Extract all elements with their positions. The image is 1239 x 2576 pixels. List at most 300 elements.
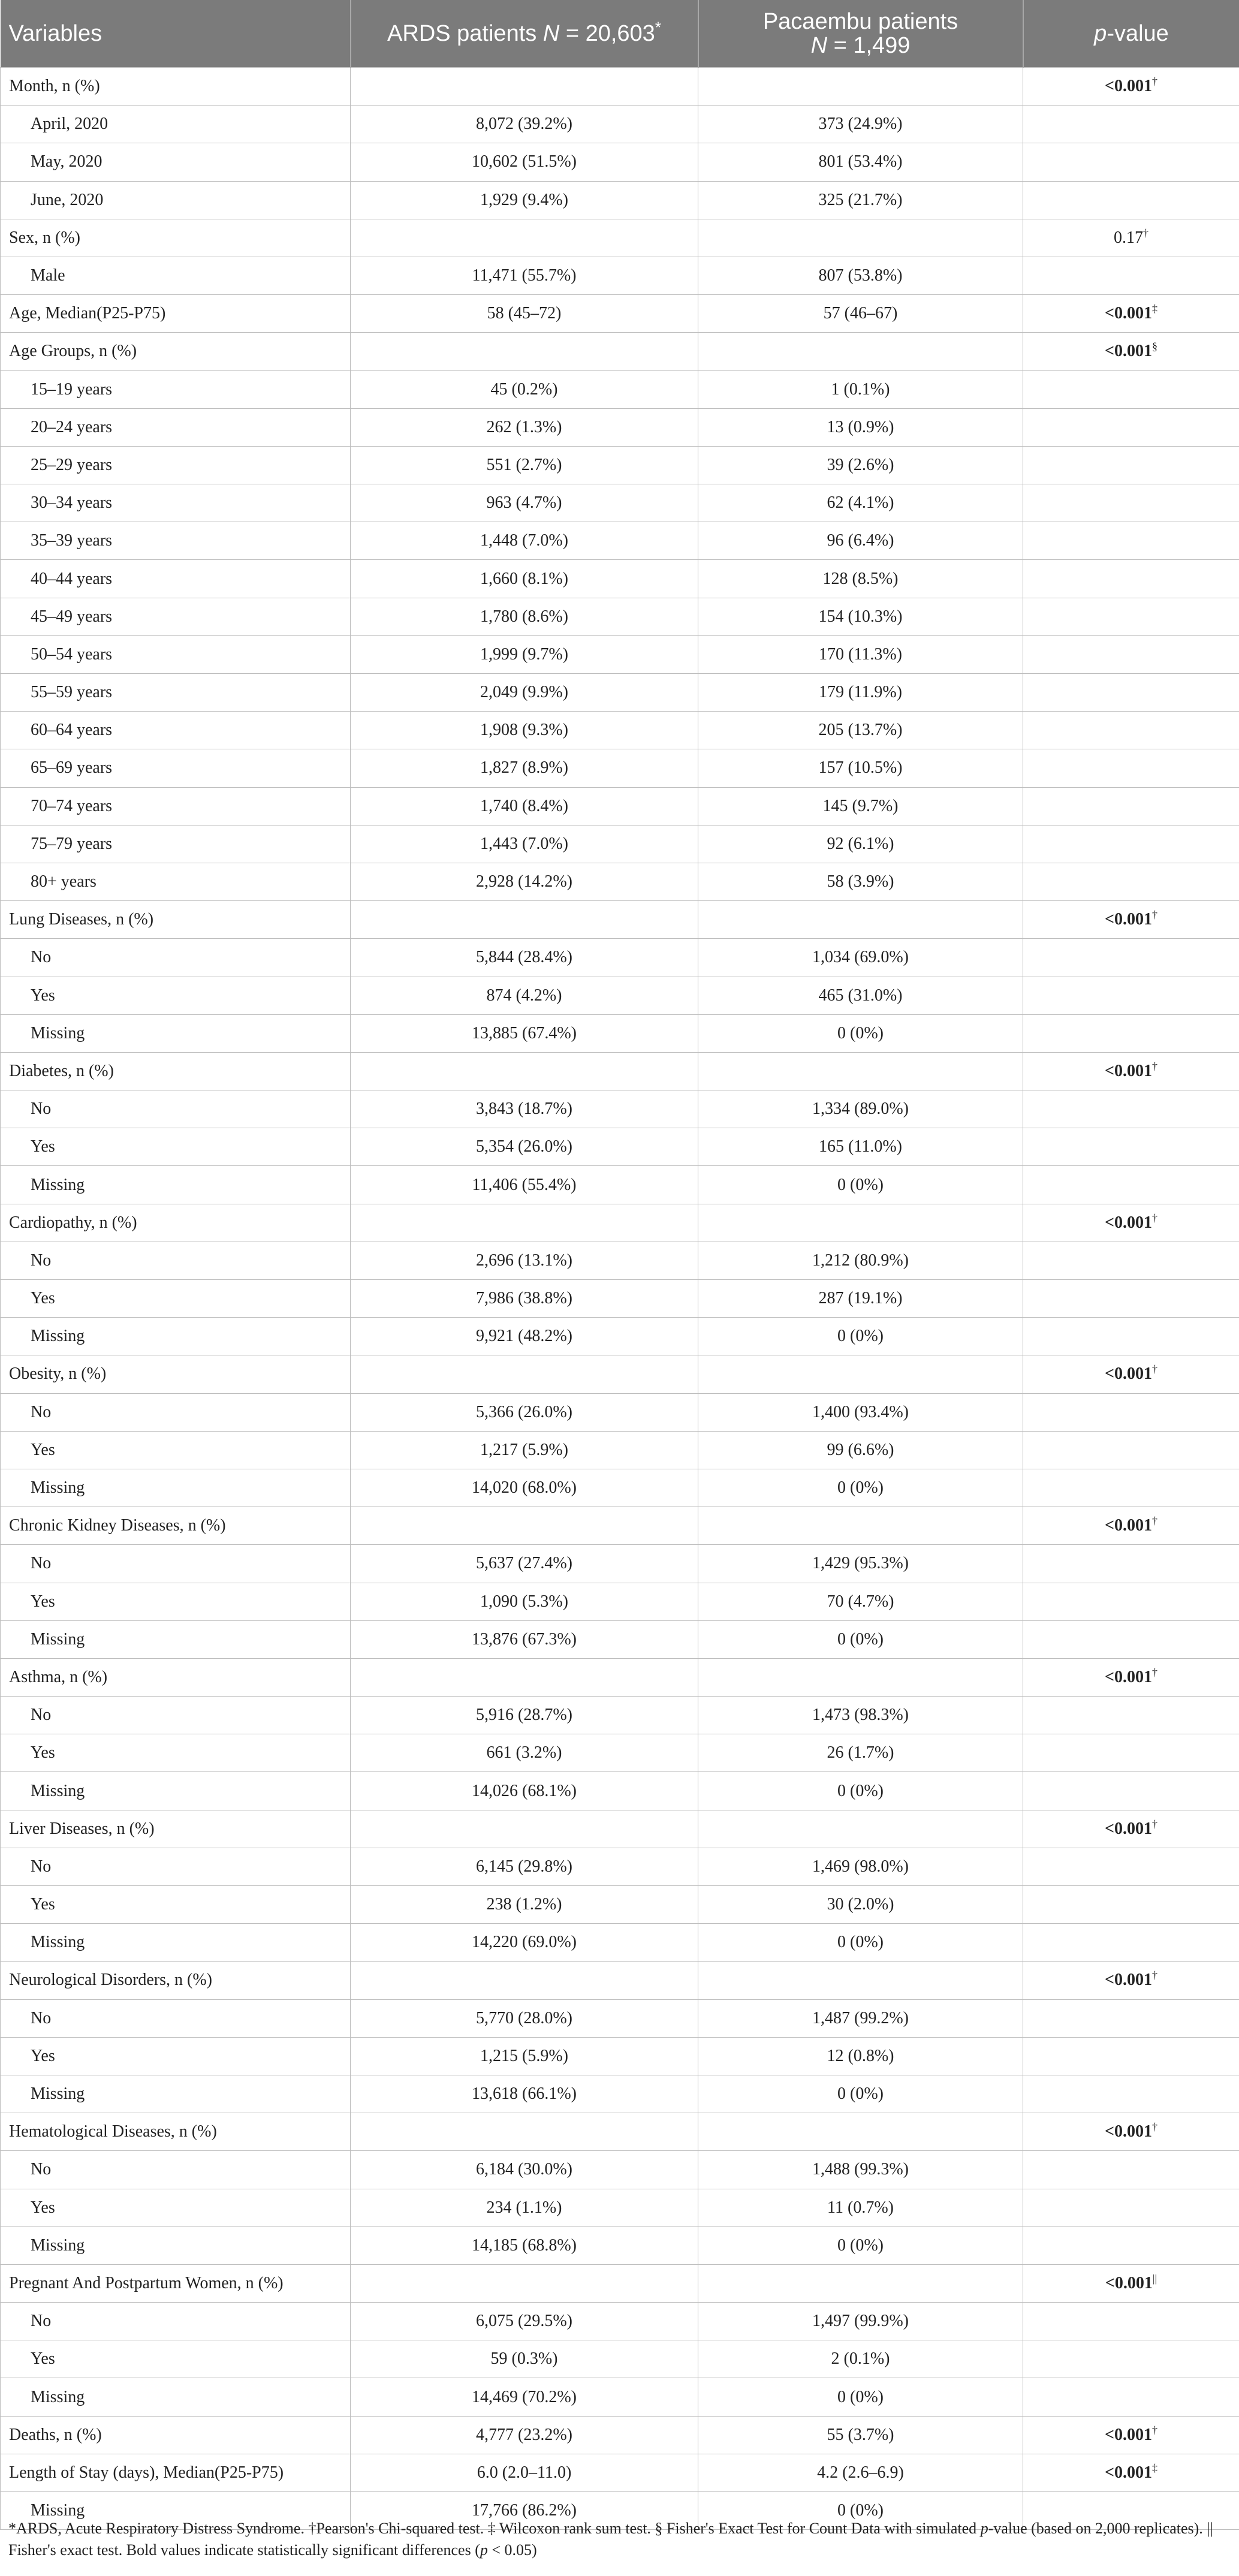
pacaembu-value-cell: 1,334 (89.0%) bbox=[698, 1090, 1023, 1128]
variable-cell: 65–69 years bbox=[1, 749, 351, 787]
pvalue-cell bbox=[1023, 2416, 1239, 2454]
pvalue-cell bbox=[1023, 333, 1239, 370]
ards-value-cell: 2,696 (13.1%) bbox=[351, 1242, 698, 1279]
ards-value-cell: 45 (0.2%) bbox=[351, 370, 698, 408]
ards-value-cell: 6,075 (29.5%) bbox=[351, 2303, 698, 2340]
ards-value-cell bbox=[351, 2113, 698, 2151]
pvalue-cell bbox=[1023, 522, 1239, 560]
table-row bbox=[1, 522, 1239, 560]
pvalue-cell bbox=[1023, 1697, 1239, 1734]
variable-cell: Missing bbox=[1, 1166, 351, 1204]
ards-value-cell: 5,366 (26.0%) bbox=[351, 1393, 698, 1431]
pacaembu-value-cell: 807 (53.8%) bbox=[698, 257, 1023, 294]
variable-cell: Lung Diseases, n (%) bbox=[1, 901, 351, 939]
table-row bbox=[1, 1583, 1239, 1620]
ards-value-cell: 1,999 (9.7%) bbox=[351, 635, 698, 673]
pacaembu-value-cell: 0 (0%) bbox=[698, 2075, 1023, 2113]
table-row bbox=[1, 674, 1239, 712]
header-variables-label: Variables bbox=[8, 21, 103, 46]
pvalue-cell bbox=[1023, 1052, 1239, 1090]
pacaembu-value-cell: 1,400 (93.4%) bbox=[698, 1393, 1023, 1431]
footnote-part2: -value (based on 2,000 replicates). || Fisher's exact test. Bold values indicate statistically significant differences ( bbox=[8, 2520, 1213, 2559]
pacaembu-value-cell: 2 (0.1%) bbox=[698, 2340, 1023, 2378]
ards-value-cell: 874 (4.2%) bbox=[351, 977, 698, 1014]
ards-value-cell bbox=[351, 1204, 698, 1242]
pacaembu-value-cell: 62 (4.1%) bbox=[698, 484, 1023, 522]
pacaembu-value-cell: 0 (0%) bbox=[698, 1318, 1023, 1355]
table-row bbox=[1, 1242, 1239, 1279]
variable-cell: Liver Diseases, n (%) bbox=[1, 1810, 351, 1848]
variable-cell: No bbox=[1, 2303, 351, 2340]
pacaembu-value-cell: 157 (10.5%) bbox=[698, 749, 1023, 787]
ards-value-cell: 1,740 (8.4%) bbox=[351, 787, 698, 825]
pvalue-test-marker: † bbox=[1151, 1060, 1157, 1072]
table-row bbox=[1, 295, 1239, 333]
pacaembu-value-cell: 165 (11.0%) bbox=[698, 1128, 1023, 1166]
pvalue-text: <0.001 bbox=[1105, 1971, 1152, 1990]
pvalue-cell bbox=[1023, 901, 1239, 939]
pvalue-text: 0.17 bbox=[1114, 228, 1143, 247]
pacaembu-value-cell: 1,487 (99.2%) bbox=[698, 1999, 1023, 2037]
ards-value-cell: 1,090 (5.3%) bbox=[351, 1583, 698, 1620]
ards-value-cell: 2,049 (9.9%) bbox=[351, 674, 698, 712]
pvalue-cell bbox=[1023, 2189, 1239, 2226]
table-header bbox=[1, 0, 1239, 68]
pacaembu-value-cell bbox=[698, 901, 1023, 939]
variable-cell: No bbox=[1, 1393, 351, 1431]
table-row bbox=[1, 939, 1239, 977]
table-row bbox=[1, 143, 1239, 181]
variable-cell: 75–79 years bbox=[1, 825, 351, 863]
pvalue-cell bbox=[1023, 1014, 1239, 1052]
table-row bbox=[1, 1658, 1239, 1696]
ards-value-cell: 7,986 (38.8%) bbox=[351, 1280, 698, 1318]
ards-value-cell: 4,777 (23.2%) bbox=[351, 2416, 698, 2454]
variable-cell: Yes bbox=[1, 2340, 351, 2378]
pacaembu-value-cell: 0 (0%) bbox=[698, 1924, 1023, 1962]
ards-value-cell bbox=[351, 2264, 698, 2302]
pacaembu-value-cell bbox=[698, 1052, 1023, 1090]
variable-cell: Yes bbox=[1, 2037, 351, 2075]
header-ards-sup: * bbox=[655, 18, 661, 37]
pvalue-cell bbox=[1023, 1658, 1239, 1696]
ards-value-cell: 17,766 (86.2%) bbox=[351, 2492, 698, 2530]
ards-value-cell: 5,354 (26.0%) bbox=[351, 1128, 698, 1166]
pacaembu-value-cell: 1 (0.1%) bbox=[698, 370, 1023, 408]
ards-value-cell: 14,026 (68.1%) bbox=[351, 1772, 698, 1810]
pacaembu-value-cell: 55 (3.7%) bbox=[698, 2416, 1023, 2454]
pacaembu-value-cell: 154 (10.3%) bbox=[698, 598, 1023, 635]
ards-value-cell: 238 (1.2%) bbox=[351, 1886, 698, 1924]
pvalue-cell bbox=[1023, 2303, 1239, 2340]
pacaembu-value-cell: 96 (6.4%) bbox=[698, 522, 1023, 560]
pvalue-cell bbox=[1023, 1128, 1239, 1166]
variable-cell: June, 2020 bbox=[1, 181, 351, 219]
pvalue-cell bbox=[1023, 2151, 1239, 2189]
pvalue-test-marker: † bbox=[1151, 908, 1157, 921]
ards-value-cell bbox=[351, 1507, 698, 1545]
pvalue-text: <0.001 bbox=[1105, 1667, 1152, 1686]
ards-value-cell: 14,185 (68.8%) bbox=[351, 2226, 698, 2264]
pacaembu-value-cell: 128 (8.5%) bbox=[698, 560, 1023, 598]
variable-cell: Missing bbox=[1, 1772, 351, 1810]
pacaembu-value-cell: 0 (0%) bbox=[698, 2378, 1023, 2416]
variable-cell: Missing bbox=[1, 1318, 351, 1355]
pacaembu-value-cell: 325 (21.7%) bbox=[698, 181, 1023, 219]
pacaembu-value-cell bbox=[698, 68, 1023, 106]
pvalue-cell bbox=[1023, 143, 1239, 181]
table-row bbox=[1, 1507, 1239, 1545]
ards-value-cell bbox=[351, 1962, 698, 1999]
table-row bbox=[1, 1090, 1239, 1128]
ards-value-cell: 1,780 (8.6%) bbox=[351, 598, 698, 635]
pvalue-cell bbox=[1023, 1469, 1239, 1507]
pvalue-text: <0.001 bbox=[1105, 1364, 1152, 1384]
pvalue-test-marker: ‡ bbox=[1151, 2461, 1157, 2474]
pvalue-cell bbox=[1023, 560, 1239, 598]
table-row bbox=[1, 2037, 1239, 2075]
pvalue-cell bbox=[1023, 939, 1239, 977]
ards-value-cell: 9,921 (48.2%) bbox=[351, 1318, 698, 1355]
table-row bbox=[1, 1393, 1239, 1431]
table-row bbox=[1, 863, 1239, 900]
pvalue-test-marker: † bbox=[1151, 2120, 1157, 2133]
ards-value-cell: 5,844 (28.4%) bbox=[351, 939, 698, 977]
variable-cell: 25–29 years bbox=[1, 446, 351, 484]
pacaembu-value-cell: 92 (6.1%) bbox=[698, 825, 1023, 863]
variable-cell: 15–19 years bbox=[1, 370, 351, 408]
table-row bbox=[1, 1924, 1239, 1962]
ards-value-cell: 11,406 (55.4%) bbox=[351, 1166, 698, 1204]
table-row bbox=[1, 1052, 1239, 1090]
pacaembu-value-cell: 145 (9.7%) bbox=[698, 787, 1023, 825]
pacaembu-value-cell: 179 (11.9%) bbox=[698, 674, 1023, 712]
variable-cell: Obesity, n (%) bbox=[1, 1355, 351, 1393]
pacaembu-value-cell: 801 (53.4%) bbox=[698, 143, 1023, 181]
variable-cell: No bbox=[1, 1090, 351, 1128]
pvalue-cell bbox=[1023, 408, 1239, 446]
table-row bbox=[1, 257, 1239, 294]
pvalue-text: <0.001 bbox=[1105, 1819, 1152, 1838]
table-row bbox=[1, 1697, 1239, 1734]
table-row bbox=[1, 408, 1239, 446]
variable-cell: Yes bbox=[1, 1886, 351, 1924]
pvalue-cell bbox=[1023, 1848, 1239, 1885]
variable-cell: 35–39 years bbox=[1, 522, 351, 560]
pvalue-cell bbox=[1023, 977, 1239, 1014]
variable-cell: 60–64 years bbox=[1, 712, 351, 749]
table-row bbox=[1, 1999, 1239, 2037]
pvalue-cell bbox=[1023, 787, 1239, 825]
pvalue-cell bbox=[1023, 219, 1239, 257]
table-row bbox=[1, 1545, 1239, 1583]
table-row bbox=[1, 446, 1239, 484]
pacaembu-value-cell: 39 (2.6%) bbox=[698, 446, 1023, 484]
table-row bbox=[1, 106, 1239, 143]
pacaembu-value-cell: 11 (0.7%) bbox=[698, 2189, 1023, 2226]
variable-cell: Diabetes, n (%) bbox=[1, 1052, 351, 1090]
table-row bbox=[1, 1848, 1239, 1885]
pvalue-cell bbox=[1023, 1393, 1239, 1431]
pacaembu-value-cell bbox=[698, 1507, 1023, 1545]
ards-value-cell bbox=[351, 1355, 698, 1393]
pvalue-text: <0.001 bbox=[1105, 2463, 1152, 2482]
pvalue-cell bbox=[1023, 2454, 1239, 2491]
pvalue-test-marker: † bbox=[1151, 75, 1157, 88]
table-row bbox=[1, 2264, 1239, 2302]
ards-value-cell: 5,916 (28.7%) bbox=[351, 1697, 698, 1734]
pvalue-test-marker: † bbox=[1151, 1363, 1157, 1376]
pacaembu-value-cell: 0 (0%) bbox=[698, 1620, 1023, 1658]
ards-value-cell: 1,827 (8.9%) bbox=[351, 749, 698, 787]
pacaembu-value-cell: 373 (24.9%) bbox=[698, 106, 1023, 143]
header-pac-value: = 1,499 bbox=[827, 33, 911, 58]
table-body bbox=[1, 68, 1239, 2530]
ards-value-cell: 5,637 (27.4%) bbox=[351, 1545, 698, 1583]
pvalue-cell bbox=[1023, 825, 1239, 863]
variable-cell: Missing bbox=[1, 1014, 351, 1052]
footnote-part1: *ARDS, Acute Respiratory Distress Syndrome. †Pearson's Chi-squared test. ‡ Wilcoxon rank sum test. § Fisher's Exact Test for Count Data with simulated bbox=[8, 2520, 981, 2537]
pacaembu-value-cell: 287 (19.1%) bbox=[698, 1280, 1023, 1318]
pvalue-cell bbox=[1023, 2113, 1239, 2151]
pacaembu-value-cell: 99 (6.6%) bbox=[698, 1431, 1023, 1469]
table-row bbox=[1, 2075, 1239, 2113]
pvalue-cell bbox=[1023, 1355, 1239, 1393]
table-row bbox=[1, 370, 1239, 408]
table-row bbox=[1, 181, 1239, 219]
ards-value-cell: 551 (2.7%) bbox=[351, 446, 698, 484]
table-row bbox=[1, 1772, 1239, 1810]
ards-value-cell: 5,770 (28.0%) bbox=[351, 1999, 698, 2037]
pvalue-text: <0.001 bbox=[1105, 910, 1152, 929]
variable-cell: April, 2020 bbox=[1, 106, 351, 143]
pacaembu-value-cell: 0 (0%) bbox=[698, 2492, 1023, 2530]
pvalue-cell bbox=[1023, 484, 1239, 522]
pvalue-cell bbox=[1023, 1204, 1239, 1242]
pacaembu-value-cell: 1,473 (98.3%) bbox=[698, 1697, 1023, 1734]
variable-cell: Yes bbox=[1, 1431, 351, 1469]
pvalue-cell bbox=[1023, 2340, 1239, 2378]
header-ards-value: = 20,603 bbox=[559, 21, 655, 46]
variable-cell: 55–59 years bbox=[1, 674, 351, 712]
ards-value-cell: 13,885 (67.4%) bbox=[351, 1014, 698, 1052]
header-ards bbox=[351, 0, 698, 68]
variable-cell: Deaths, n (%) bbox=[1, 2416, 351, 2454]
table-row bbox=[1, 1166, 1239, 1204]
pvalue-test-marker: † bbox=[1143, 227, 1148, 239]
variable-cell: Neurological Disorders, n (%) bbox=[1, 1962, 351, 1999]
variable-cell: Age Groups, n (%) bbox=[1, 333, 351, 370]
pvalue-cell bbox=[1023, 1318, 1239, 1355]
pvalue-cell bbox=[1023, 1431, 1239, 1469]
table-row bbox=[1, 1886, 1239, 1924]
ards-value-cell: 14,220 (69.0%) bbox=[351, 1924, 698, 1962]
ards-value-cell: 6,145 (29.8%) bbox=[351, 1848, 698, 1885]
table-row bbox=[1, 1128, 1239, 1166]
pacaembu-value-cell: 1,469 (98.0%) bbox=[698, 1848, 1023, 1885]
ards-value-cell bbox=[351, 333, 698, 370]
ards-value-cell: 1,929 (9.4%) bbox=[351, 181, 698, 219]
pvalue-cell bbox=[1023, 370, 1239, 408]
table-row bbox=[1, 635, 1239, 673]
pvalue-cell bbox=[1023, 1166, 1239, 1204]
pvalue-cell bbox=[1023, 1810, 1239, 1848]
pacaembu-value-cell bbox=[698, 1810, 1023, 1848]
pvalue-cell bbox=[1023, 598, 1239, 635]
ards-value-cell: 262 (1.3%) bbox=[351, 408, 698, 446]
ards-value-cell bbox=[351, 901, 698, 939]
ards-value-cell: 13,618 (66.1%) bbox=[351, 2075, 698, 2113]
ards-value-cell: 3,843 (18.7%) bbox=[351, 1090, 698, 1128]
table-row bbox=[1, 2151, 1239, 2189]
pvalue-cell bbox=[1023, 635, 1239, 673]
table-row bbox=[1, 1469, 1239, 1507]
ards-value-cell: 6,184 (30.0%) bbox=[351, 2151, 698, 2189]
variable-cell: Pregnant And Postpartum Women, n (%) bbox=[1, 2264, 351, 2302]
pacaembu-value-cell: 0 (0%) bbox=[698, 1469, 1023, 1507]
pvalue-cell bbox=[1023, 1924, 1239, 1962]
ards-value-cell: 14,020 (68.0%) bbox=[351, 1469, 698, 1507]
table-row bbox=[1, 2189, 1239, 2226]
pvalue-cell bbox=[1023, 1583, 1239, 1620]
ards-value-cell: 2,928 (14.2%) bbox=[351, 863, 698, 900]
pvalue-text: <0.001 bbox=[1105, 77, 1152, 96]
ards-value-cell: 59 (0.3%) bbox=[351, 2340, 698, 2378]
table-row bbox=[1, 68, 1239, 106]
pacaembu-value-cell: 465 (31.0%) bbox=[698, 977, 1023, 1014]
table-row bbox=[1, 333, 1239, 370]
footnote-part3: < 0.05) bbox=[487, 2541, 537, 2559]
table-row bbox=[1, 2303, 1239, 2340]
variable-cell: No bbox=[1, 1242, 351, 1279]
pacaembu-value-cell: 57 (46–67) bbox=[698, 295, 1023, 333]
pacaembu-value-cell: 1,488 (99.3%) bbox=[698, 2151, 1023, 2189]
ards-value-cell: 1,217 (5.9%) bbox=[351, 1431, 698, 1469]
pvalue-test-marker: || bbox=[1152, 2272, 1157, 2285]
pvalue-cell bbox=[1023, 712, 1239, 749]
pacaembu-value-cell bbox=[698, 219, 1023, 257]
variable-cell: Sex, n (%) bbox=[1, 219, 351, 257]
table-row bbox=[1, 2226, 1239, 2264]
variable-cell: Yes bbox=[1, 1583, 351, 1620]
pacaembu-value-cell: 1,212 (80.9%) bbox=[698, 1242, 1023, 1279]
pacaembu-value-cell: 1,429 (95.3%) bbox=[698, 1545, 1023, 1583]
pvalue-cell bbox=[1023, 2226, 1239, 2264]
variable-cell: 50–54 years bbox=[1, 635, 351, 673]
pvalue-cell bbox=[1023, 2075, 1239, 2113]
table-row bbox=[1, 1204, 1239, 1242]
variable-cell: Missing bbox=[1, 2492, 351, 2530]
pacaembu-value-cell bbox=[698, 333, 1023, 370]
pacaembu-value-cell: 26 (1.7%) bbox=[698, 1734, 1023, 1772]
variable-cell: No bbox=[1, 1545, 351, 1583]
pacaembu-value-cell: 0 (0%) bbox=[698, 1166, 1023, 1204]
table-row bbox=[1, 1620, 1239, 1658]
variable-cell: Missing bbox=[1, 1469, 351, 1507]
pvalue-cell bbox=[1023, 1090, 1239, 1128]
variable-cell: No bbox=[1, 1999, 351, 2037]
table-row bbox=[1, 1962, 1239, 1999]
ards-value-cell: 8,072 (39.2%) bbox=[351, 106, 698, 143]
variable-cell: Cardiopathy, n (%) bbox=[1, 1204, 351, 1242]
pacaembu-value-cell: 12 (0.8%) bbox=[698, 2037, 1023, 2075]
ards-value-cell: 1,660 (8.1%) bbox=[351, 560, 698, 598]
pvalue-cell bbox=[1023, 1242, 1239, 1279]
pvalue-cell bbox=[1023, 2037, 1239, 2075]
ards-value-cell: 661 (3.2%) bbox=[351, 1734, 698, 1772]
pvalue-cell bbox=[1023, 1734, 1239, 1772]
header-variables bbox=[1, 0, 351, 68]
ards-value-cell: 234 (1.1%) bbox=[351, 2189, 698, 2226]
variable-cell: No bbox=[1, 939, 351, 977]
pvalue-cell bbox=[1023, 68, 1239, 106]
header-pvalue-p: p bbox=[1094, 21, 1107, 46]
pvalue-text: <0.001 bbox=[1105, 1061, 1152, 1080]
table-row bbox=[1, 1280, 1239, 1318]
pvalue-cell bbox=[1023, 1507, 1239, 1545]
variable-cell: No bbox=[1, 1697, 351, 1734]
variable-cell: Month, n (%) bbox=[1, 68, 351, 106]
header-pvalue-rest: -value bbox=[1107, 21, 1169, 46]
table-row bbox=[1, 1810, 1239, 1848]
pvalue-test-marker: † bbox=[1151, 1514, 1157, 1527]
table-row bbox=[1, 484, 1239, 522]
variable-cell: Missing bbox=[1, 2378, 351, 2416]
pvalue-cell bbox=[1023, 106, 1239, 143]
pvalue-cell bbox=[1023, 1620, 1239, 1658]
variable-cell: May, 2020 bbox=[1, 143, 351, 181]
pacaembu-value-cell: 1,034 (69.0%) bbox=[698, 939, 1023, 977]
pvalue-test-marker: † bbox=[1151, 2424, 1157, 2436]
table-row bbox=[1, 1431, 1239, 1469]
table-row bbox=[1, 598, 1239, 635]
table-row bbox=[1, 560, 1239, 598]
header-ards-n: N bbox=[542, 21, 560, 46]
variable-cell: 70–74 years bbox=[1, 787, 351, 825]
ards-value-cell bbox=[351, 1658, 698, 1696]
pacaembu-value-cell: 170 (11.3%) bbox=[698, 635, 1023, 673]
header-ards-label: ARDS patients bbox=[387, 21, 543, 46]
table-row bbox=[1, 1014, 1239, 1052]
pvalue-cell bbox=[1023, 257, 1239, 294]
header-pvalue bbox=[1023, 0, 1239, 68]
variable-cell: Yes bbox=[1, 977, 351, 1014]
pvalue-test-marker: ‡ bbox=[1151, 302, 1157, 315]
variable-cell: 20–24 years bbox=[1, 408, 351, 446]
footnote-p-italic-2: p bbox=[480, 2541, 488, 2559]
pvalue-text: <0.001 bbox=[1105, 1213, 1152, 1232]
variable-cell: Age, Median(P25-P75) bbox=[1, 295, 351, 333]
table-row bbox=[1, 1318, 1239, 1355]
pacaembu-value-cell: 0 (0%) bbox=[698, 1014, 1023, 1052]
table-row bbox=[1, 2416, 1239, 2454]
variable-cell: Male bbox=[1, 257, 351, 294]
pvalue-test-marker: † bbox=[1151, 1969, 1157, 1982]
variable-cell: Hematological Diseases, n (%) bbox=[1, 2113, 351, 2151]
ards-value-cell: 10,602 (51.5%) bbox=[351, 143, 698, 181]
pvalue-test-marker: † bbox=[1151, 1666, 1157, 1679]
header-pacaembu bbox=[698, 0, 1023, 68]
pvalue-cell bbox=[1023, 749, 1239, 787]
table-row bbox=[1, 977, 1239, 1014]
pacaembu-value-cell bbox=[698, 2264, 1023, 2302]
variable-cell: Yes bbox=[1, 2189, 351, 2226]
table-row bbox=[1, 787, 1239, 825]
header-pac-line1: Pacaembu patients bbox=[762, 9, 958, 34]
pvalue-test-marker: § bbox=[1151, 341, 1157, 353]
variable-cell: No bbox=[1, 1848, 351, 1885]
variable-cell: Length of Stay (days), Median(P25-P75) bbox=[1, 2454, 351, 2491]
